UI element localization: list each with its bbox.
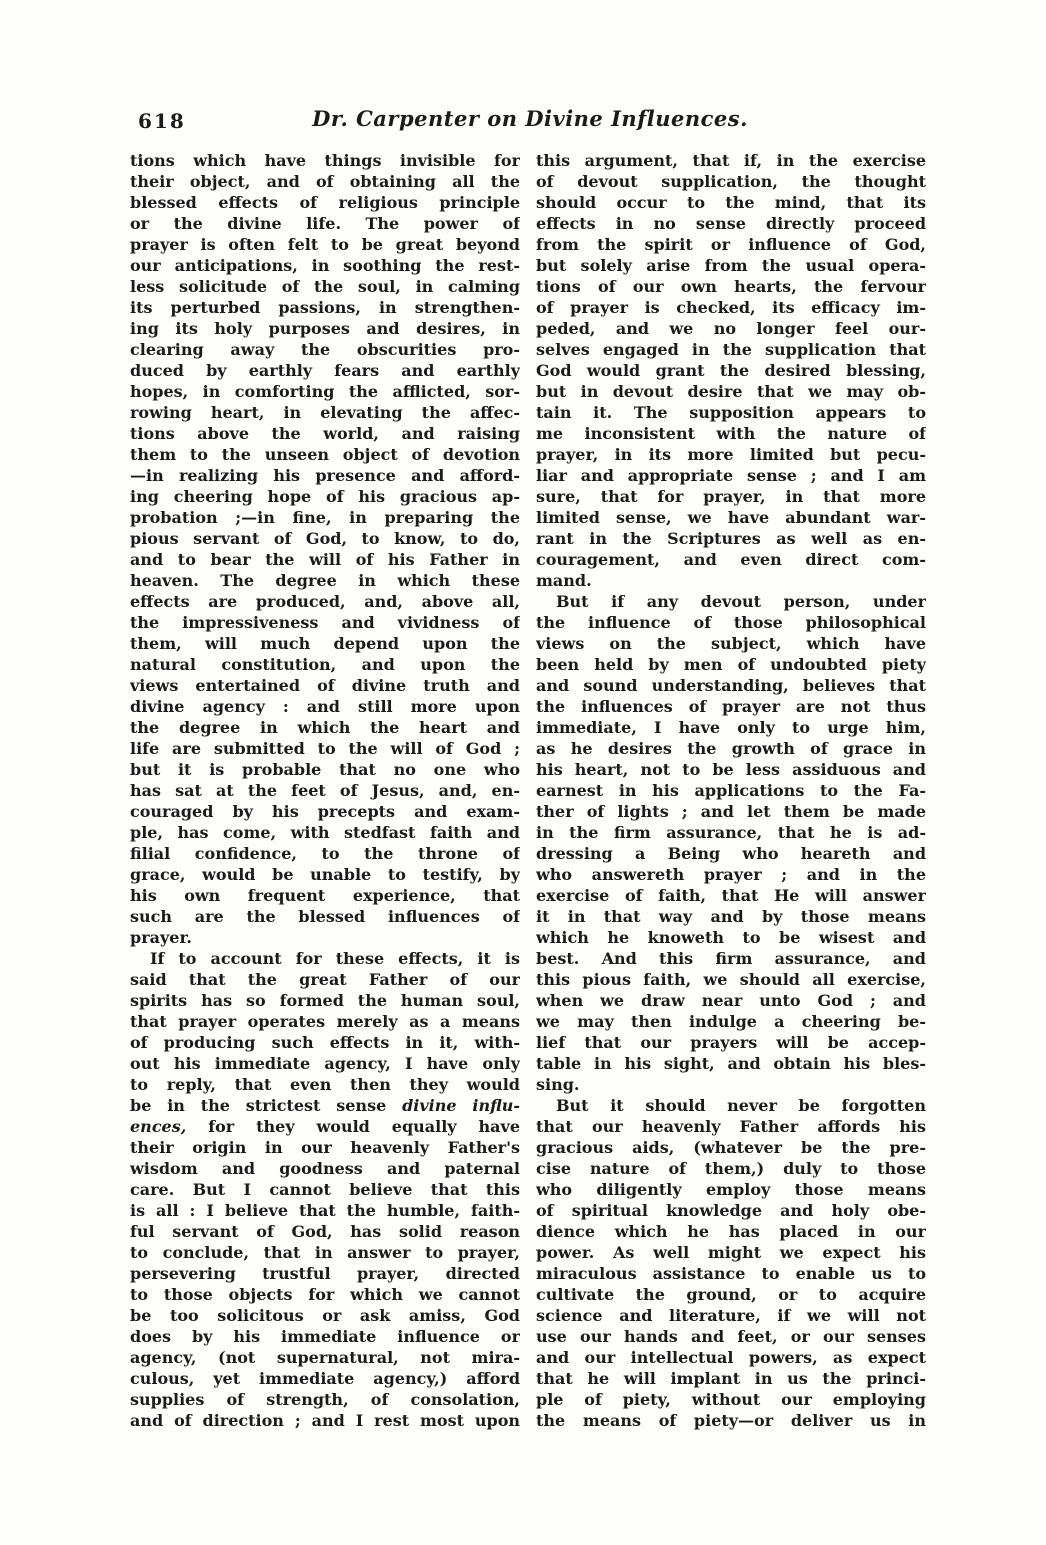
text-line: but solely arise from the usual opera- xyxy=(536,256,926,275)
text-line: that prayer operates merely as a means xyxy=(130,1012,520,1031)
text-line: of spiritual knowledge and holy obe- xyxy=(536,1201,926,1220)
text-line: but it is probable that no one who xyxy=(130,760,520,779)
text-line: power. As well might we expect his xyxy=(536,1243,926,1262)
text-line: to reply, that even then they would xyxy=(130,1075,520,1094)
text-line: the means of piety—or deliver us in xyxy=(536,1411,926,1430)
text-line: when we draw near unto God ; and xyxy=(536,991,926,1010)
text-line: rant in the Scriptures as well as en- xyxy=(536,529,926,548)
text-line: the influences of prayer are not thus xyxy=(536,697,926,716)
text-line: care. But I cannot believe that this xyxy=(130,1180,520,1199)
text-line: agency, (not supernatural, not mira- xyxy=(130,1348,520,1367)
text-line: and our intellectual powers, as expect xyxy=(536,1348,926,1367)
text-line: hopes, in comforting the afflicted, sor- xyxy=(130,382,520,401)
text-line: prayer. xyxy=(130,928,192,947)
text-line: that our heavenly Father affords his xyxy=(536,1117,926,1136)
text-line: has sat at the feet of Jesus, and, en- xyxy=(130,781,520,800)
text-line: selves engaged in the supplication that xyxy=(536,340,926,359)
text-line: tain it. The supposition appears to xyxy=(536,403,926,422)
text-line: this pious faith, we should all exercise, xyxy=(536,970,926,989)
text-line: such are the blessed influences of xyxy=(130,907,520,926)
text-line: sing. xyxy=(536,1075,580,1094)
text-line: limited sense, we have abundant war- xyxy=(536,508,926,527)
text-line: exercise of faith, that He will answer xyxy=(536,886,926,905)
text-line: should occur to the mind, that its xyxy=(536,193,926,212)
text-line: cultivate the ground, or to acquire xyxy=(536,1285,926,1304)
text-line: less solicitude of the soul, in calming xyxy=(130,277,520,296)
text-line: peded, and we no longer feel our- xyxy=(536,319,926,338)
text-line: duced by earthly fears and earthly xyxy=(130,361,520,380)
text-line: be in the strictest sense divine influ- xyxy=(130,1096,520,1115)
text-line: of producing such effects in it, with- xyxy=(130,1033,520,1052)
text-line: ing cheering hope of his gracious ap- xyxy=(130,487,520,506)
text-line: said that the great Father of our xyxy=(130,970,520,989)
text-line: natural constitution, and upon the xyxy=(130,655,520,674)
text-line: grace, would be unable to testify, by xyxy=(130,865,520,884)
text-line: science and literature, if we will not xyxy=(536,1306,926,1325)
text-line: God would grant the desired blessing, xyxy=(536,361,926,380)
text-line: we may then indulge a cheering be- xyxy=(536,1012,926,1031)
text-line: earnest in his applications to the Fa- xyxy=(536,781,926,800)
text-line: and to bear the will of his Father in xyxy=(130,550,520,569)
text-line: prayer is often felt to be great beyond xyxy=(130,235,520,254)
text-line: is all : I believe that the humble, faith- xyxy=(130,1201,520,1220)
text-line: ple of piety, without our employing xyxy=(536,1390,926,1409)
text-line: his own frequent experience, that xyxy=(130,886,520,905)
text-line: who answereth prayer ; and in the xyxy=(536,865,926,884)
text-line: ing its holy purposes and desires, in xyxy=(130,319,520,338)
text-line: effects are produced, and, above all, xyxy=(130,592,520,611)
text-line: ther of lights ; and let them be made xyxy=(536,802,926,821)
text-line: and sound understanding, believes that xyxy=(536,676,926,695)
right-column xyxy=(536,150,926,1431)
text-line: the influence of those philosophical xyxy=(536,613,926,632)
text-line: in the firm assurance, that he is ad- xyxy=(536,823,926,842)
text-line: of prayer is checked, its efficacy im- xyxy=(536,298,926,317)
text-line: life are submitted to the will of God ; xyxy=(130,739,520,758)
text-line: —in realizing his presence and afford- xyxy=(130,466,520,485)
text-line: supplies of strength, of consolation, xyxy=(130,1390,520,1409)
text-line: divine agency : and still more upon xyxy=(130,697,520,716)
text-line: them to the unseen object of devotion xyxy=(130,445,520,464)
text-line: spirits has so formed the human soul, xyxy=(130,991,520,1010)
text-line: sure, that for prayer, in that more xyxy=(536,487,926,506)
text-line: and of direction ; and I rest most upon xyxy=(130,1411,520,1430)
text-line: that he will implant in us the princi- xyxy=(536,1369,926,1388)
text-line: couraged by his precepts and exam- xyxy=(130,802,520,821)
text-line: heaven. The degree in which these xyxy=(130,571,520,590)
text-line: our anticipations, in soothing the rest- xyxy=(130,256,520,275)
text-line: gracious aids, (whatever be the pre- xyxy=(536,1138,926,1157)
text-line: does by his immediate influence or xyxy=(130,1327,520,1346)
text-line: tions which have things invisible for xyxy=(130,151,520,170)
text-line: their object, and of obtaining all the xyxy=(130,172,520,191)
text-line: this argument, that if, in the exercise xyxy=(536,151,926,170)
text-line: use our hands and feet, or our senses xyxy=(536,1327,926,1346)
text-line: to those objects for which we cannot xyxy=(130,1285,520,1304)
text-line: ple, has come, with stedfast faith and xyxy=(130,823,520,842)
text-line: dience which he has placed in our xyxy=(536,1222,926,1241)
text-line: as he desires the growth of grace in xyxy=(536,739,926,758)
text-line: mand. xyxy=(536,571,592,590)
text-line: views entertained of divine truth and xyxy=(130,676,520,695)
text-line: wisdom and goodness and paternal xyxy=(130,1159,520,1178)
text-line: rowing heart, in elevating the affec- xyxy=(130,403,520,422)
text-line: be too solicitous or ask amiss, God xyxy=(130,1306,520,1325)
text-line: tions of our own hearts, the fervour xyxy=(536,277,926,296)
text-line: from the spirit or influence of God, xyxy=(536,235,926,254)
text-line: the degree in which the heart and xyxy=(130,718,520,737)
text-line: the impressiveness and vividness of xyxy=(130,613,520,632)
text-line: them, will much depend upon the xyxy=(130,634,520,653)
text-line: his heart, not to be less assiduous and xyxy=(536,760,926,779)
text-line: immediate, I have only to urge him, xyxy=(536,718,926,737)
text-line: couragement, and even direct com- xyxy=(536,550,926,569)
page-number: 618 xyxy=(138,109,186,133)
text-line: their origin in our heavenly Father's xyxy=(130,1138,520,1157)
text-line: pious servant of God, to know, to do, xyxy=(130,529,520,548)
text-line: ful servant of God, has solid reason xyxy=(130,1222,520,1241)
text-line: cise nature of them,) duly to those xyxy=(536,1159,926,1178)
text-line: filial confidence, to the throne of xyxy=(130,844,520,863)
page-header xyxy=(130,106,930,138)
running-title: Dr. Carpenter on Divine Influences. xyxy=(312,106,748,131)
text-line: clearing away the obscurities pro- xyxy=(130,340,520,359)
text-line: its perturbed passions, in strengthen- xyxy=(130,298,520,317)
text-columns xyxy=(130,150,926,1431)
text-line: If to account for these effects, it is xyxy=(150,949,520,968)
text-line: dressing a Being who heareth and xyxy=(536,844,926,863)
text-line: been held by men of undoubted piety xyxy=(536,655,926,674)
text-line: lief that our prayers will be accep- xyxy=(536,1033,926,1052)
text-line: best. And this firm assurance, and xyxy=(536,949,926,968)
text-line: persevering trustful prayer, directed xyxy=(130,1264,520,1283)
text-line: or the divine life. The power of xyxy=(130,214,520,233)
text-line: but in devout desire that we may ob- xyxy=(536,382,926,401)
text-line: of devout supplication, the thought xyxy=(536,172,926,191)
text-line: But it should never be forgotten xyxy=(556,1096,926,1115)
text-line: miraculous assistance to enable us to xyxy=(536,1264,926,1283)
text-line: views on the subject, which have xyxy=(536,634,926,653)
text-line: probation ;—in fine, in preparing the xyxy=(130,508,520,527)
text-line: which he knoweth to be wisest and xyxy=(536,928,926,947)
text-line: But if any devout person, under xyxy=(556,592,926,611)
text-line: blessed effects of religious principle xyxy=(130,193,520,212)
text-line: culous, yet immediate agency,) afford xyxy=(130,1369,520,1388)
text-line: who diligently employ those means xyxy=(536,1180,926,1199)
text-line: table in his sight, and obtain his bles- xyxy=(536,1054,926,1073)
text-line: to conclude, that in answer to prayer, xyxy=(130,1243,520,1262)
text-line: me inconsistent with the nature of xyxy=(536,424,926,443)
text-line: ences, for they would equally have xyxy=(130,1117,520,1136)
text-line: liar and appropriate sense ; and I am xyxy=(536,466,926,485)
text-line: tions above the world, and raising xyxy=(130,424,520,443)
text-line: it in that way and by those means xyxy=(536,907,926,926)
text-line: prayer, in its more limited but pecu- xyxy=(536,445,926,464)
text-line: out his immediate agency, I have only xyxy=(130,1054,520,1073)
text-line: effects in no sense directly proceed xyxy=(536,214,926,233)
left-column xyxy=(130,150,520,1431)
